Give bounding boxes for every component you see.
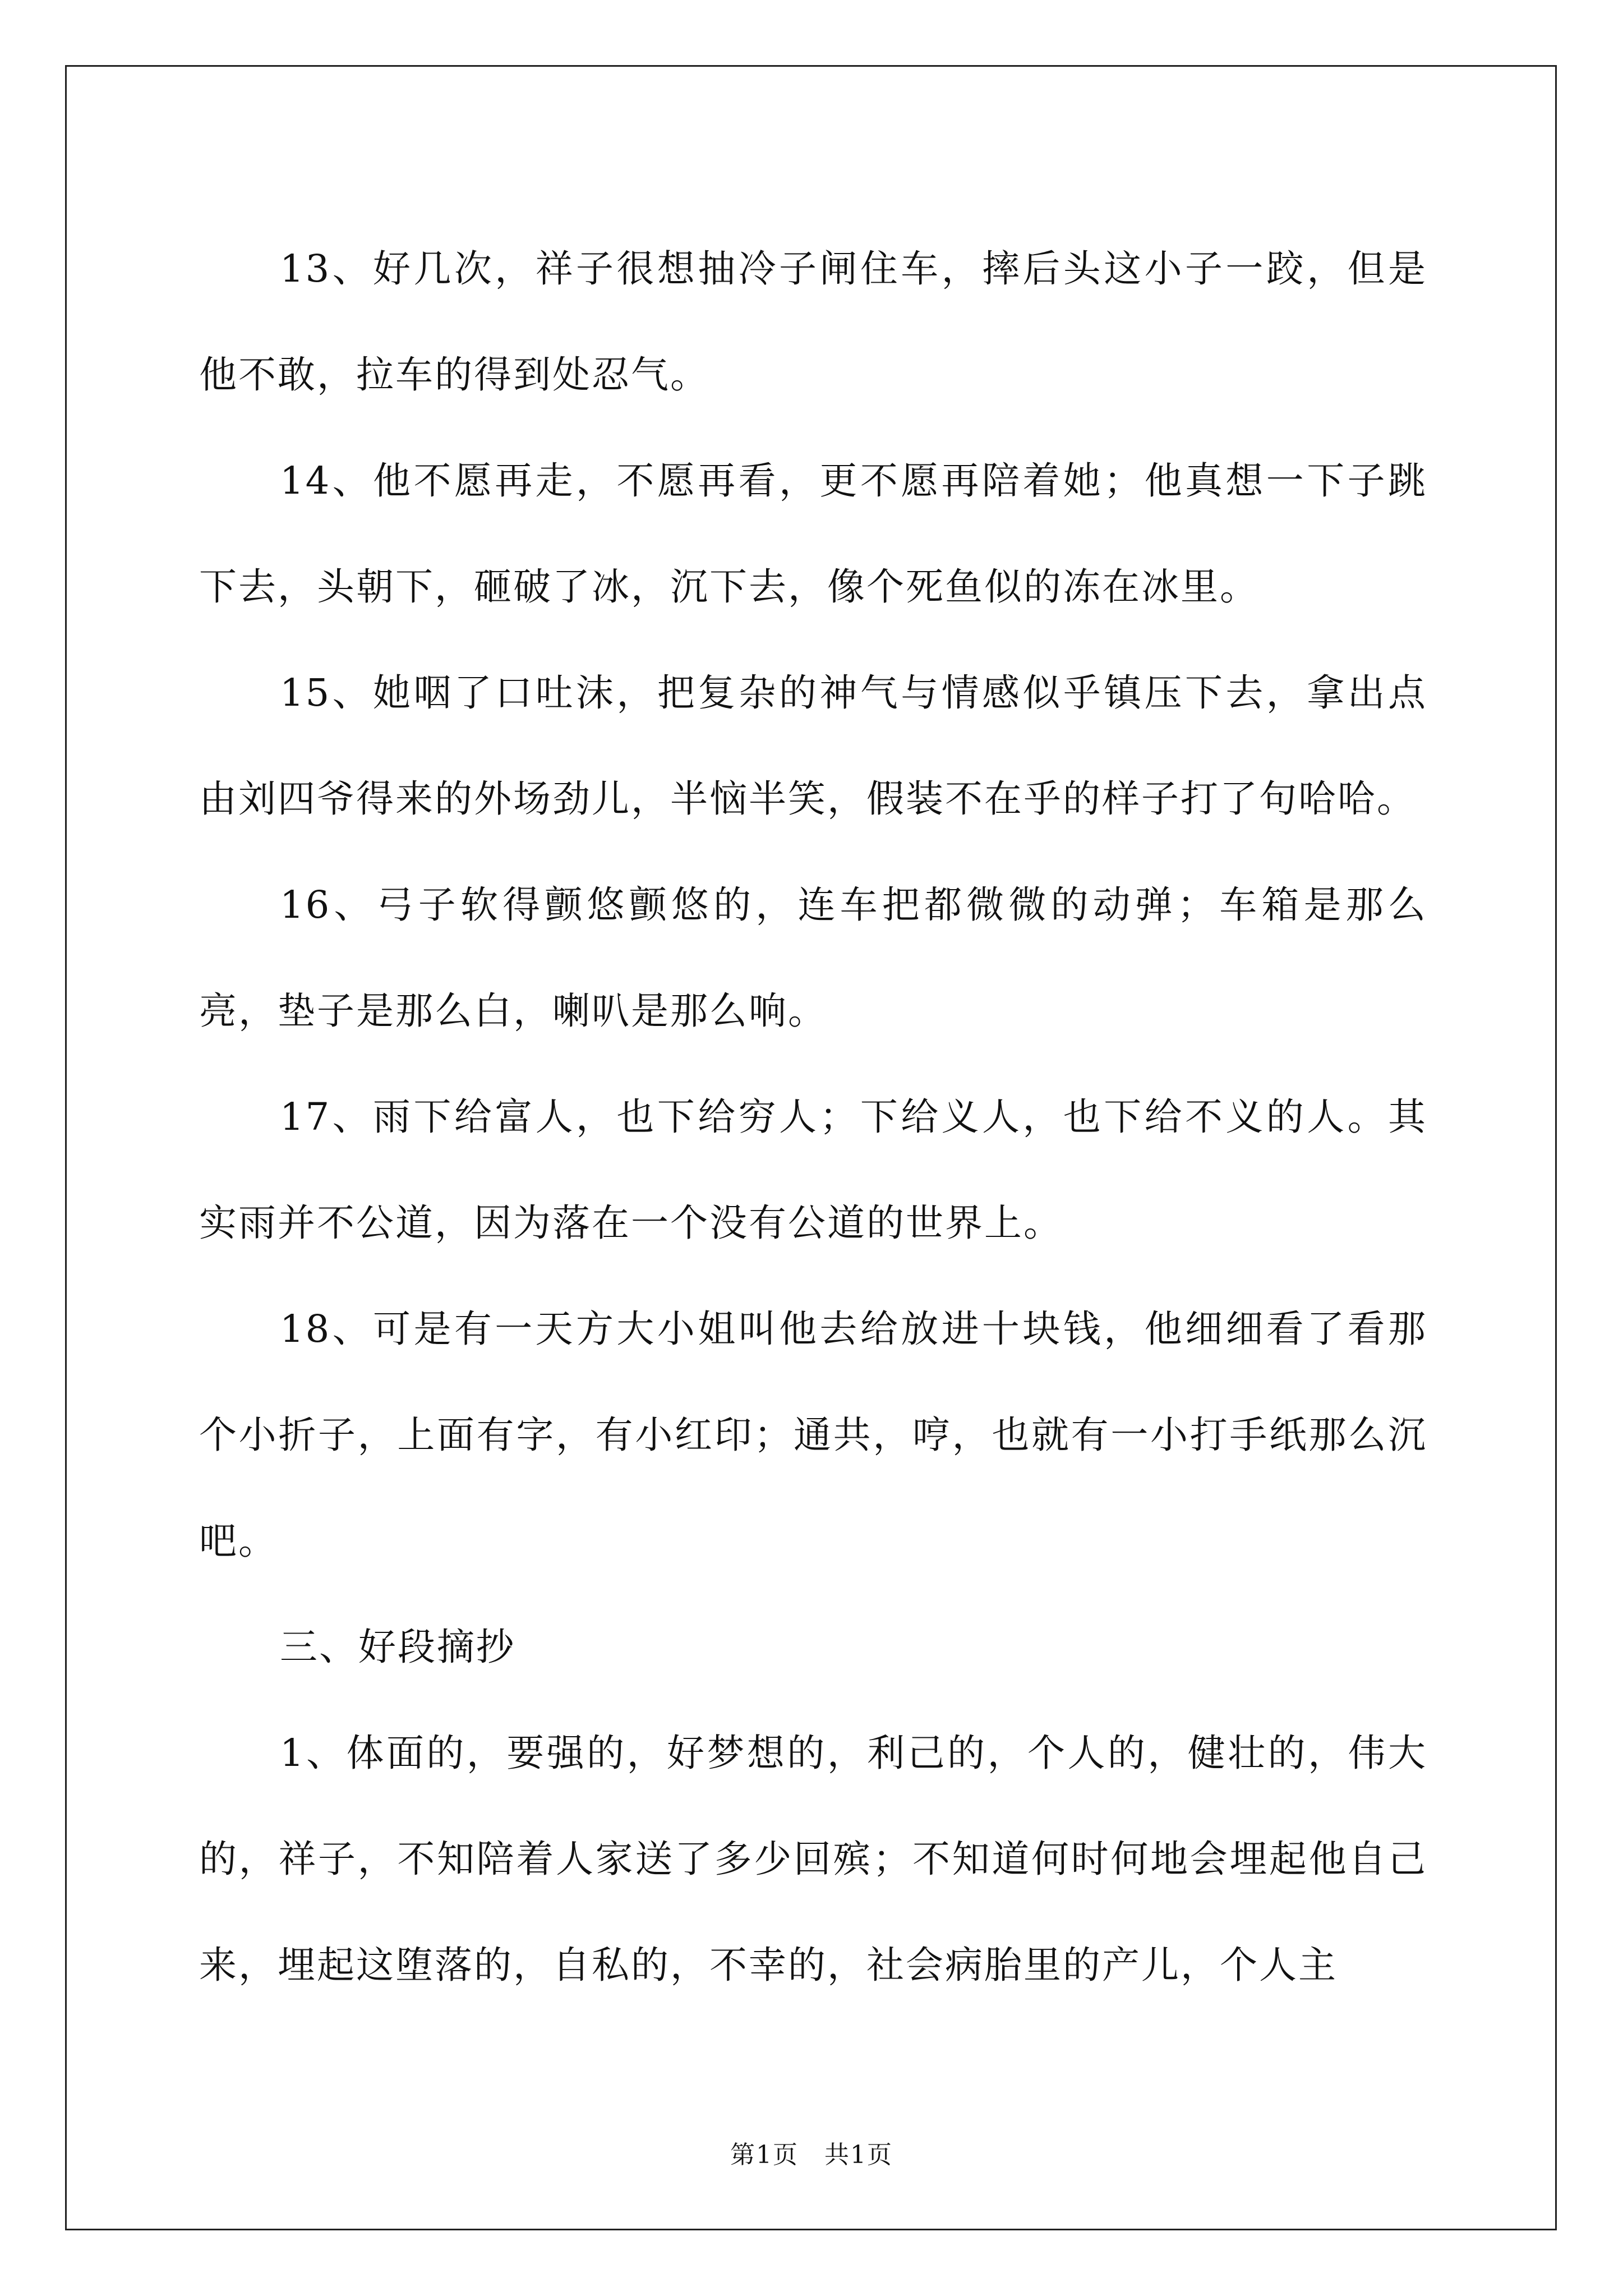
paragraph-15: 15、她咽了口吐沫，把复杂的神气与情感似乎镇压下去，拿出点由刘四爷得来的外场劲儿，半恼半笑，假装不在乎的样子打了句哈哈。 xyxy=(199,671,1427,821)
paragraph-18: 18、可是有一天方大小姐叫他去给放进十块钱，他细细看了看那个小折子，上面有字，有小红印；通共，哼，也就有一小打手纸那么沉吧。 xyxy=(199,1307,1427,1563)
paragraph-excerpt-1: 1、体面的，要强的，好梦想的，利己的，个人的，健壮的，伟大的，祥子，不知陪着人家送了多少回殡；不知道何时何地会埋起他自己来，埋起这堕落的，自私的，不幸的，社会病胎里的产儿，个人主 xyxy=(199,1731,1427,1987)
page-footer: 第1页 共1页 xyxy=(730,2141,893,2169)
paragraph-17: 17、雨下给富人，也下给穷人；下给义人，也下给不义的人。其实雨并不公道，因为落在一个没有公道的世界上。 xyxy=(199,1095,1427,1245)
paragraph-14: 14、他不愿再走，不愿再看，更不愿再陪着她；他真想一下子跳下去，头朝下，砸破了冰，沉下去，像个死鱼似的冻在冰里。 xyxy=(199,459,1427,609)
paragraph-16: 16、弓子软得颤悠颤悠的，连车把都微微的动弹；车箱是那么亮，垫子是那么白，喇叭是那么响。 xyxy=(199,883,1427,1033)
paragraph-13: 13、好几次，祥子很想抽冷子闸住车，摔后头这小子一跤，但是他不敢，拉车的得到处忍气。 xyxy=(199,247,1427,397)
document-body xyxy=(199,216,1427,2018)
section-heading: 三、好段摘抄 xyxy=(280,1625,515,1669)
